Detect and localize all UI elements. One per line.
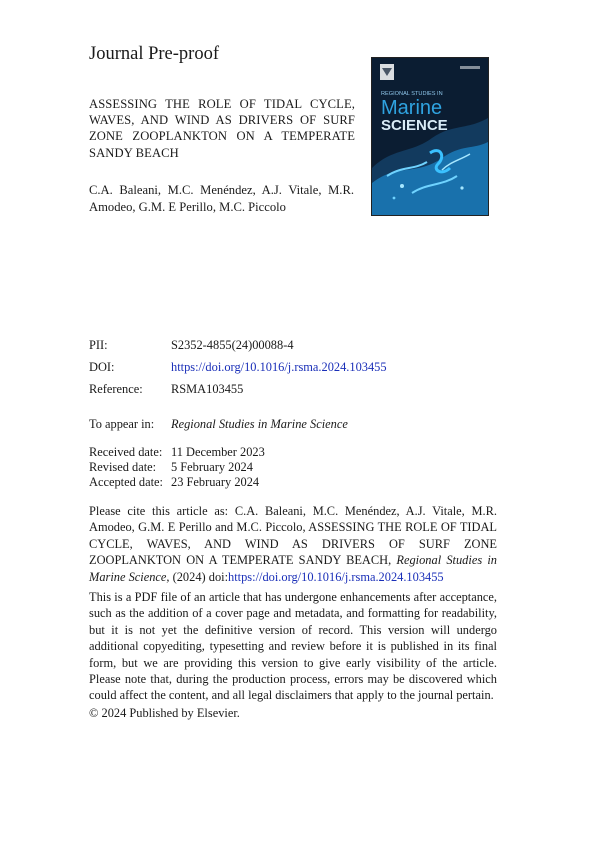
pii-value: S2352-4855(24)00088-4 — [171, 338, 294, 352]
accepted-value: 23 February 2024 — [171, 475, 260, 489]
citation-doi-link[interactable]: https://doi.org/10.1016/j.rsma.2024.103455 — [228, 569, 444, 584]
citation-journal: Regional Studies in Marine Science, — [89, 553, 497, 584]
doi-label: DOI: — [89, 360, 115, 374]
cover-word-marine: Marine — [381, 97, 443, 119]
pii-label: PII: — [89, 338, 108, 352]
cover-word-science: SCIENCE — [381, 117, 448, 134]
received-value: 11 December 2023 — [171, 445, 265, 459]
article-title: ASSESSING THE ROLE OF TIDAL CYCLE, WAVES, AND WIND AS DRIVERS OF SURF ZONE ZOOPLANKTON ON A TEMPERATE SANDY BEACH — [89, 97, 355, 160]
reference-value: RSMA103455 — [171, 382, 244, 396]
citation-year: (2024) doi: — [169, 569, 229, 584]
citation-text: Please cite this article as: C.A. Baleani, M.C. Menéndez, A.J. Vitale, M.R. Amodeo, G.M. E Perillo and M.C. Piccolo, ASSESSING THE ROLE OF TIDAL CYCLE, WAVES, AND WIND AS DRIVERS OF SURF ZONE ZOOPLANKTON ON A TEMPERATE SANDY BEACH, — [89, 504, 497, 568]
journal-cover-image — [371, 57, 489, 216]
article-authors: C.A. Baleani, M.C. Menéndez, A.J. Vitale, M.R. Amodeo, G.M. E Perillo, M.C. Piccolo — [89, 183, 354, 214]
reference-label: Reference: — [89, 382, 143, 396]
appear-label: To appear in: — [89, 417, 155, 431]
revised-value: 5 February 2024 — [171, 460, 253, 474]
revised-label: Revised date: — [89, 460, 157, 474]
pdf-notice-paragraph: This is a PDF file of an article that has undergone enhancements after acceptance, such as the addition of a cover page and metadata, and formatting for readability, but it is not yet the definitive version of record. This version will undergo additional copyediting, typesetting and review before it is published in its final form, but we are providing this version to give early visibility of the article. Please note that, during the production process, errors may be discovered which could affect the content, and all legal disclaimers that apply to the journal pertain. — [89, 590, 497, 703]
appear-journal: Regional Studies in Marine Science — [171, 417, 348, 431]
journal-pre-proof-header: Journal Pre-proof — [89, 44, 219, 64]
copyright-line: © 2024 Published by Elsevier. — [89, 706, 240, 720]
received-label: Received date: — [89, 445, 163, 459]
cover-top-label: Regional Studies in — [381, 91, 443, 97]
accepted-label: Accepted date: — [89, 475, 163, 489]
doi-link[interactable]: https://doi.org/10.1016/j.rsma.2024.103455 — [171, 360, 387, 374]
citation-paragraph — [89, 503, 497, 585]
